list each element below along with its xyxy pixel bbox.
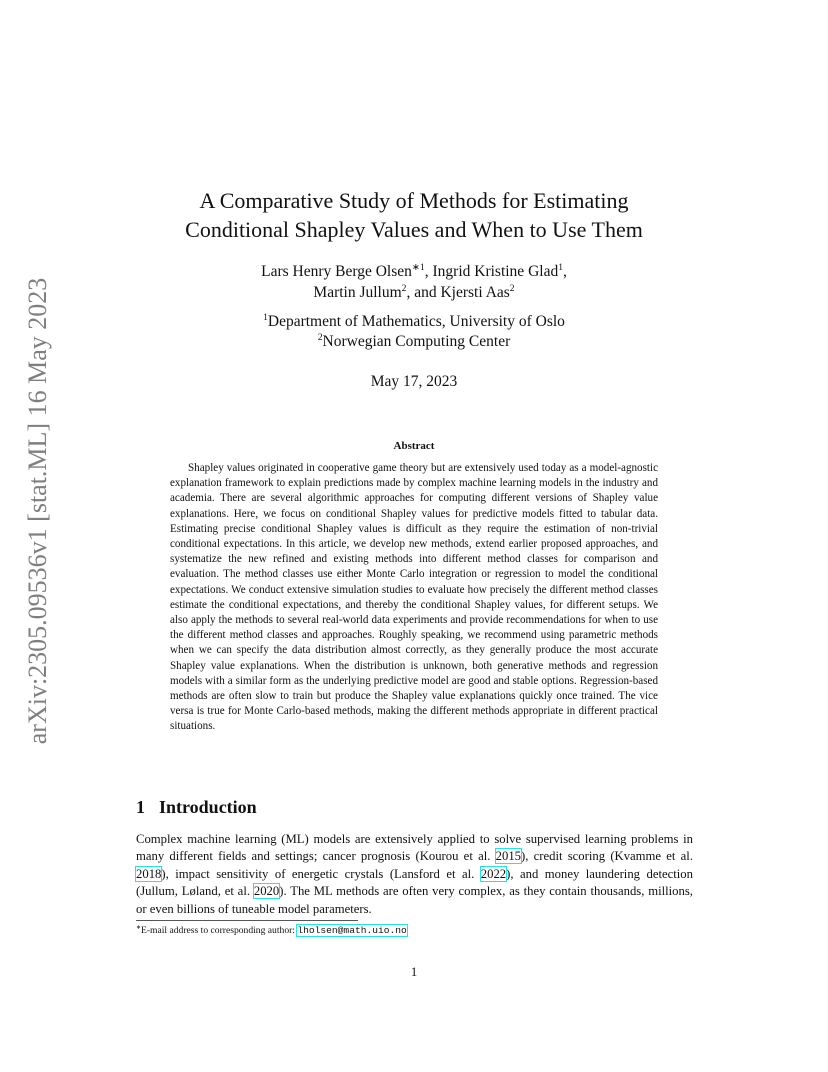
intro-text: ), credit scoring (Kvamme et al.	[521, 849, 693, 864]
intro-text: ). The ML methods are often very complex, as they contain thousands, millions, or even billions of tuneable model parameters.	[136, 884, 693, 916]
author-list: Lars Henry Berge Olsen$^{∗1}$, Ingrid Kristine Glad$^1$, Martin Jullum$^2$, and Kjersti Aas$^2$	[261, 261, 567, 301]
affiliation-2	[135, 332, 693, 352]
affiliation-mark: 2	[317, 331, 323, 343]
author-name: Ingrid Kristine Glad	[432, 263, 559, 280]
section-heading	[136, 797, 257, 818]
intro-text: Complex machine learning (ML) models are extensively applied to solve supervised learning problems in many different fields and settings; cancer prognosis (Kourou et al.	[136, 832, 693, 864]
intro-text: ), impact sensitivity of energetic crystals (Lansford et al.	[161, 866, 481, 881]
author-name: Kjersti Aas	[440, 284, 510, 301]
author-mark: 2	[509, 282, 515, 294]
email-link[interactable]: lholsen@math.uio.no	[297, 925, 407, 936]
page-number: 1	[410, 965, 418, 979]
author-mark: 1	[558, 261, 563, 273]
footnote-mark: ∗	[136, 924, 141, 931]
affiliation-1	[135, 312, 693, 332]
citation-link[interactable]: 2020	[253, 884, 280, 899]
author-mark: ∗1	[411, 261, 425, 273]
footnote-rule	[136, 920, 358, 921]
footnote	[136, 925, 407, 936]
citation-link[interactable]: 2015	[495, 849, 521, 864]
section-number: 1	[136, 797, 145, 817]
affiliation-mark: 1	[263, 311, 268, 323]
intro-text: ), and money laundering detection (Jullum, Løland, et al.	[136, 866, 693, 899]
title-line-2: Conditional Shapley Values and When to Use Them	[185, 217, 643, 242]
footnote-label: E-mail address to corresponding author:	[140, 925, 298, 936]
affiliations	[135, 312, 693, 352]
abstract-body: Shapley values originated in cooperative game theory but are extensively used today as a model-agnostic explanation framework to explain predictions made by complex machine learning models in the industry and academia. There are several algorithmic approaches for computing different versions of Shapley value explanations. Here, we focus on conditional Shapley values for predictive models fitted to tabular data. Estimating precise conditional Shapley values is difficult as they require the estimation of non-trivial conditional expectations. In this article, we develop new methods, extend earlier proposed approaches, and systematize the new refined and existing methods into different method classes for comparison and evaluation. The method classes use either Monte Carlo integration or regression to model the conditional expectations. We conduct extensive simulation studies to evaluate how precisely the different method classes estimate the conditional expectations, and thereby the conditional Shapley values, for different setups. We also apply the methods to several real-world data experiments and provide recommendations for when to use the different method classes and approaches. Roughly speaking, we recommend using parametric methods when we can specify the data distribution almost correctly, as they generally produce the most accurate Shapley value explanations. When the distribution is unknown, both generative methods and regression models with a similar form as the underlying predictive model are good and stable options. Regression-based methods are often slow to train but produce the Shapley value explanations quickly once trained. The vice versa is true for Monte Carlo-based methods, making the different methods appropriate in different practical situations.	[170, 462, 658, 733]
paper-title	[135, 186, 693, 244]
citation-link[interactable]: 2022	[480, 866, 507, 881]
title-line-1: A Comparative Study of Methods for Estimating	[199, 188, 629, 213]
affiliation-text: Department of Mathematics, University of Oslo	[267, 313, 565, 330]
citation-link[interactable]: 2018	[136, 866, 162, 881]
arxiv-side-stamp: arXiv:2305.09536v1 [stat.ML] 16 May 2023	[23, 277, 52, 745]
paper-date: May 17, 2023	[370, 373, 458, 390]
author-name: Lars Henry Berge Olsen	[261, 263, 412, 280]
affiliation-text: Norwegian Computing Center	[322, 333, 511, 350]
section-title: Introduction	[159, 797, 257, 817]
abstract-heading: Abstract	[393, 440, 435, 452]
author-mark: 2	[401, 282, 407, 294]
author-name: Martin Jullum	[313, 284, 402, 301]
intro-paragraph	[136, 831, 693, 918]
